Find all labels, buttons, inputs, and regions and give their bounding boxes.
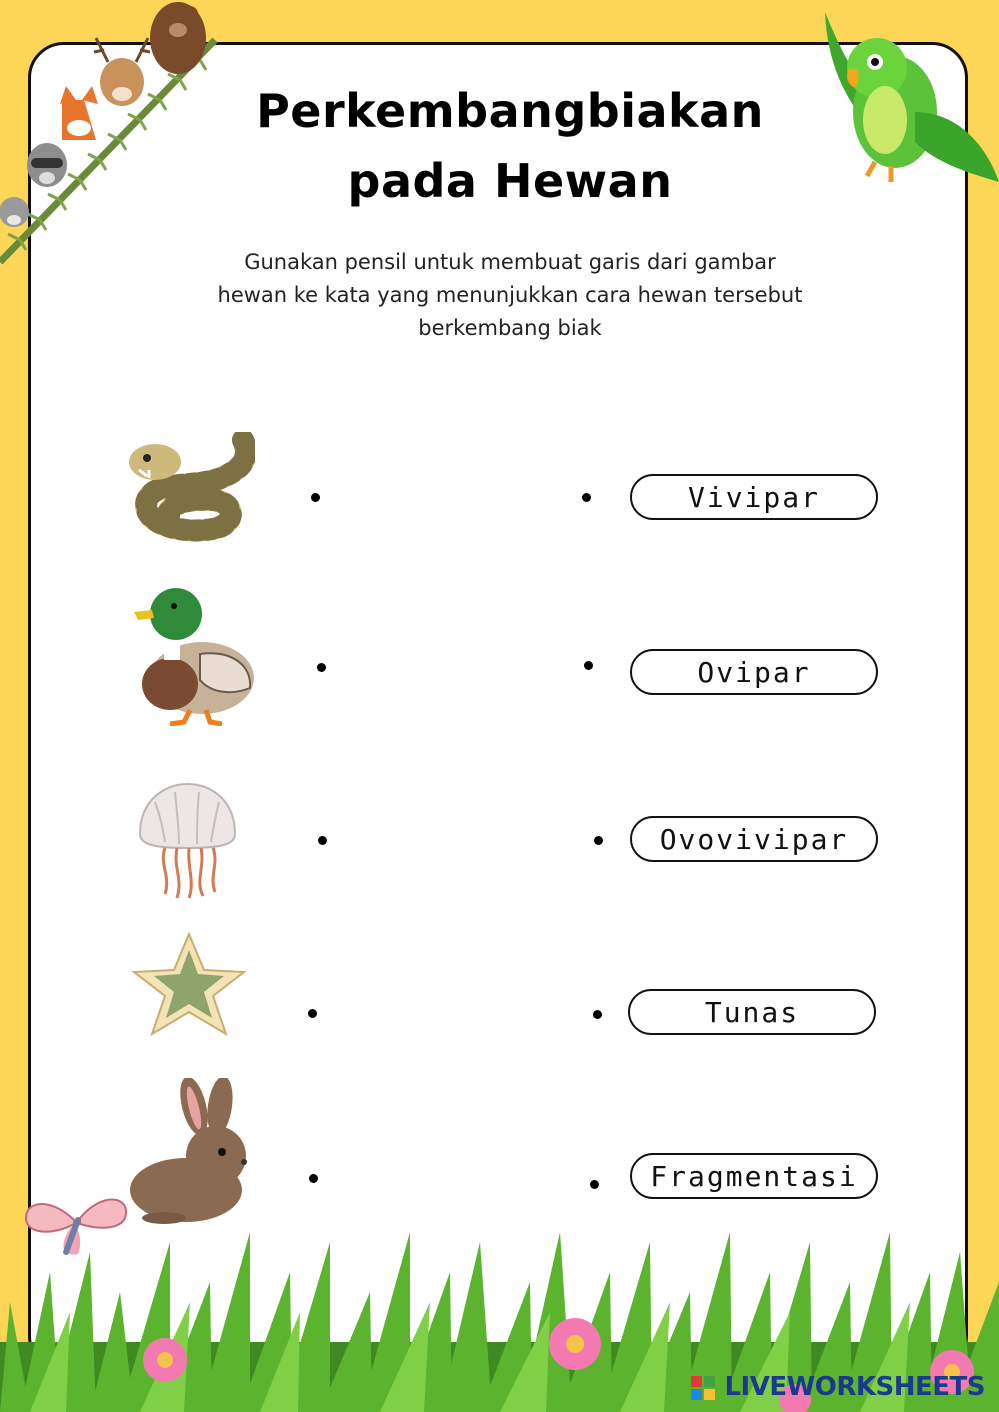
snake-icon: [125, 432, 255, 547]
page-title: [150, 76, 870, 216]
animal-dot[interactable]: [317, 663, 326, 672]
answer-dot[interactable]: [584, 661, 593, 670]
animal-dot[interactable]: [309, 1174, 318, 1183]
duck-icon: [130, 584, 255, 726]
instruction-line-3: berkembang biak: [418, 316, 602, 340]
answer-dot[interactable]: [593, 1010, 602, 1019]
answer-dot[interactable]: [594, 836, 603, 845]
watermark: LIVEWORKSHEETS: [724, 1372, 985, 1402]
title-line-2: pada Hewan: [347, 154, 673, 208]
rabbit-icon: [124, 1078, 254, 1224]
answer-pill: Vivipar: [630, 474, 878, 520]
answer-dot[interactable]: [582, 493, 591, 502]
liveworksheets-logo-icon: [691, 1376, 715, 1400]
answer-pill: Tunas: [628, 989, 876, 1035]
instructions: [170, 246, 850, 345]
answer-pill: Ovovivipar: [630, 816, 878, 862]
title-line-1: Perkembangbiakan: [256, 84, 764, 138]
starfish-icon: [132, 932, 246, 1036]
animal-dot[interactable]: [308, 1009, 317, 1018]
instruction-line-1: Gunakan pensil untuk membuat garis dari gambar: [244, 250, 776, 274]
animal-dot[interactable]: [318, 836, 327, 845]
answer-pill: Ovipar: [630, 649, 878, 695]
jellyfish-icon: [135, 782, 240, 902]
answer-pill: Fragmentasi: [630, 1153, 878, 1199]
instruction-line-2: hewan ke kata yang menunjukkan cara hewan tersebut: [217, 283, 803, 307]
animal-dot[interactable]: [311, 493, 320, 502]
answer-dot[interactable]: [590, 1180, 599, 1189]
